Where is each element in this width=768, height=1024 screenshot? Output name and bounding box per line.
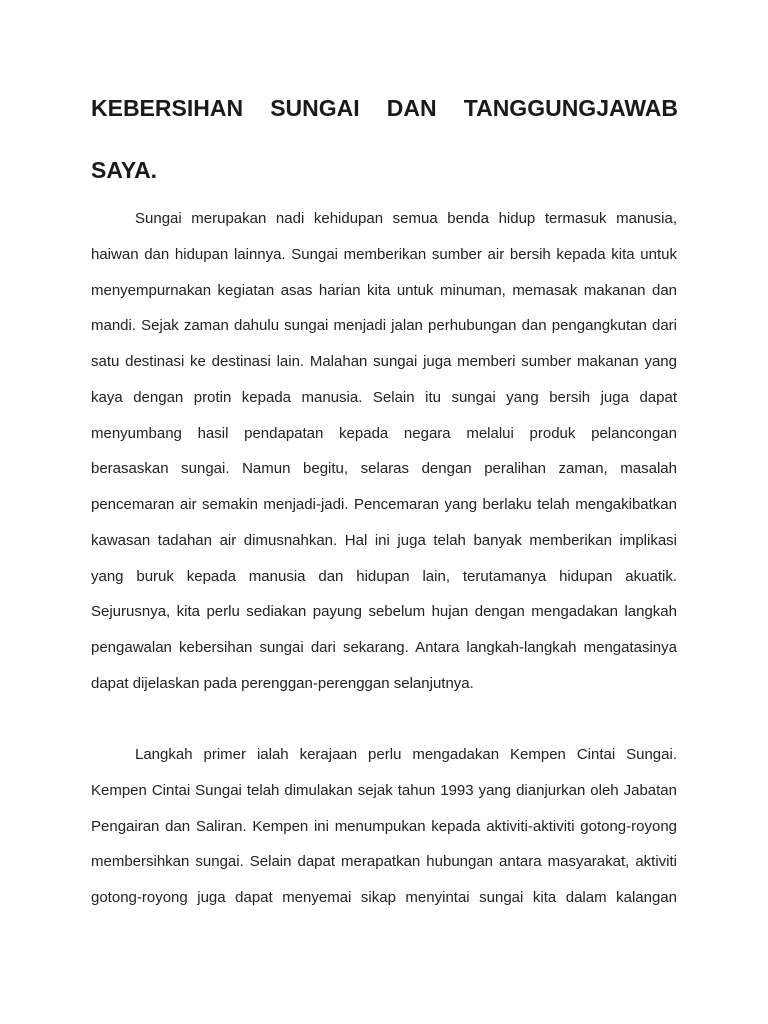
paragraph-line: kawasan tadahan air dimusnahkan. Hal ini juga telah banyak memberikan implikasi [91, 532, 677, 549]
paragraph-line: Pengairan dan Saliran. Kempen ini menumpukan kepada aktiviti-aktiviti gotong-royong [91, 818, 677, 835]
paragraph-line: membersihkan sungai. Selain dapat merapatkan hubungan antara masyarakat, aktiviti [91, 853, 677, 870]
paragraph-line: Sejurusnya, kita perlu sediakan payung sebelum hujan dengan mengadakan langkah [91, 603, 677, 620]
title-word: KEBERSIHAN [91, 95, 244, 121]
paragraph-line: menyumbang hasil pendapatan kepada negara melalui produk pelancongan [91, 425, 677, 442]
paragraph-line: pencemaran air semakin menjadi-jadi. Pencemaran yang berlaku telah mengakibatkan [91, 496, 677, 513]
title-word: TANGGUNGJAWAB [463, 95, 678, 121]
document-title-line-1 [91, 95, 678, 122]
title-word: DAN [386, 95, 437, 121]
paragraph-line: mandi. Sejak zaman dahulu sungai menjadi jalan perhubungan dan pengangkutan dari [91, 317, 677, 334]
paragraph-line: kaya dengan protin kepada manusia. Selain itu sungai yang bersih juga dapat [91, 389, 677, 406]
paragraph-line: berasaskan sungai. Namun begitu, selaras dengan peralihan zaman, masalah [91, 460, 677, 477]
document-title-line-2: SAYA. [91, 157, 158, 183]
paragraph-line: yang buruk kepada manusia dan hidupan lain, terutamanya hidupan akuatik. [91, 568, 677, 585]
paragraph-line: Kempen Cintai Sungai telah dimulakan sejak tahun 1993 yang dianjurkan oleh Jabatan [91, 782, 677, 799]
title-word: SUNGAI [270, 95, 360, 121]
paragraph-line: satu destinasi ke destinasi lain. Malahan sungai juga memberi sumber makanan yang [91, 353, 677, 370]
paragraph-line: Langkah primer ialah kerajaan perlu mengadakan Kempen Cintai Sungai. [135, 746, 677, 763]
paragraph-line: haiwan dan hidupan lainnya. Sungai memberikan sumber air bersih kepada kita untuk [91, 246, 677, 263]
paragraph-line: menyempurnakan kegiatan asas harian kita untuk minuman, memasak makanan dan [91, 282, 677, 299]
paragraph-line: Sungai merupakan nadi kehidupan semua benda hidup termasuk manusia, [135, 210, 677, 227]
paragraph-line: pengawalan kebersihan sungai dari sekarang. Antara langkah-langkah mengatasinya [91, 639, 677, 656]
paragraph-line: gotong-royong juga dapat menyemai sikap menyintai sungai kita dalam kalangan [91, 889, 677, 906]
paragraph-line: dapat dijelaskan pada perenggan-perenggan selanjutnya. [91, 675, 474, 692]
